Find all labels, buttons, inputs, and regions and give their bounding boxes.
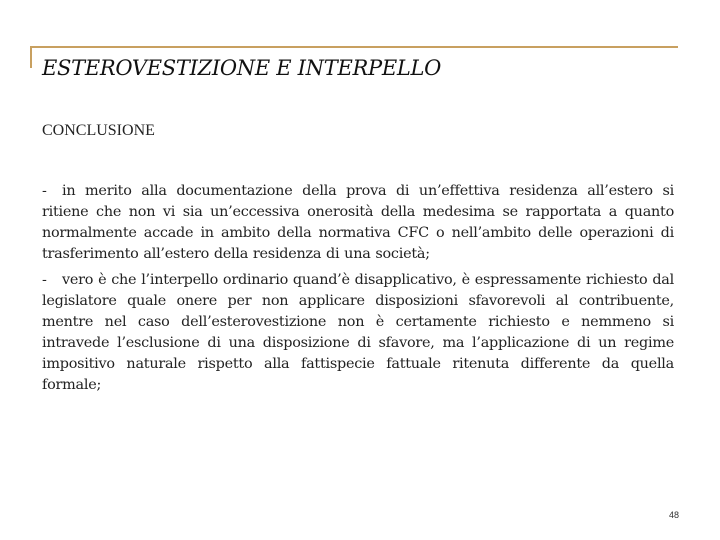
slide-body [42, 181, 674, 401]
paragraph-text: vero è che l’interpello ordinario quand’è disapplicativo, è espressamente richiesto dal legislatore quale onere per non applicare disposizioni sfavorevoli al contribuente, mentre nel caso dell’esterovestizione non è certamente richiesto e nemmeno si intravede l’esclusione di una disposizione di sfavore, ma l’applicazione di un regime impositivo naturale rispetto alla fattispecie fattuale ritenuta differente da quella formale; [42, 272, 674, 393]
paragraph-dash: - [42, 272, 47, 288]
paragraph-text: in merito alla documentazione della prova di un’effettiva residenza all’estero si ritiene che non vi sia un’eccessiva onerosità della medesima se rapportata a quanto normalmente accade in ambito della normativa CFC o nell’ambito delle operazioni di trasferimento all’estero della residenza di una società; [42, 183, 674, 262]
slide-title: ESTEROVESTIZIONE E INTERPELLO [42, 56, 442, 80]
paragraph-dash: - [42, 183, 47, 199]
page-number: 48 [668, 510, 679, 520]
title-frame-top-line [30, 46, 678, 48]
section-heading: CONCLUSIONE [42, 122, 155, 139]
title-frame-left-line [30, 46, 32, 68]
paragraph-2 [42, 270, 674, 396]
paragraph-1 [42, 181, 674, 265]
